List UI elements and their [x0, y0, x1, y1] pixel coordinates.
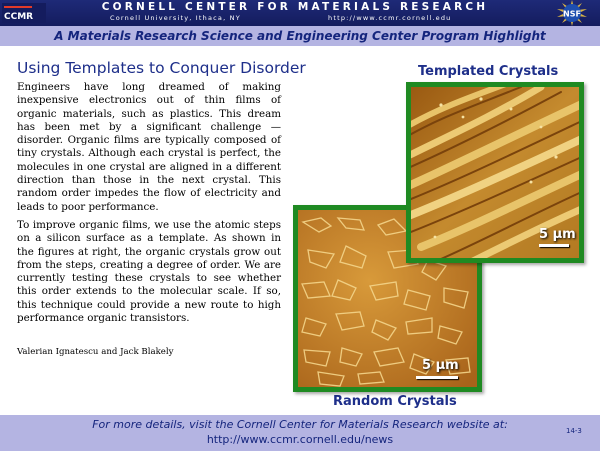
random-crystals-label: Random Crystals [333, 394, 457, 409]
nsf-logo-text: NSF [563, 9, 581, 19]
header-subtitle-url[interactable]: http://www.ccmr.cornell.edu [328, 14, 452, 22]
header-title: CORNELL CENTER FOR MATERIALS RESEARCH [101, 1, 489, 13]
article-paragraph-2: To improve organic films, we use the atomic steps on a silicon surface as a template. As shown in the figures at right, the organic crystals grow out from the steps, creating a degree of order. We are currently testing these crystals to see whether this order extends to the molecular scale. If so, this technique could provide a new route to high performance organic transistors. [17, 218, 281, 325]
footer-bar [0, 415, 600, 451]
templated-crystals-label: Templated Crystals [418, 64, 559, 79]
nsf-logo [552, 0, 592, 26]
page-title: Using Templates to Conquer Disorder [17, 59, 306, 77]
templated-scale-bar [539, 244, 569, 247]
header-bar [0, 0, 600, 26]
ccmr-logo-text: CCMR [4, 12, 34, 22]
templated-scale-label: 5 µm [539, 227, 576, 242]
random-scale-label: 5 µm [422, 358, 459, 373]
slide-number: 14-3 [566, 427, 582, 435]
footer-details-text: For more details, visit the Cornell Center for Materials Research website at: [92, 418, 508, 431]
ccmr-logo [2, 3, 46, 23]
article-paragraph-1: Engineers have long dreamed of making inexpensive electronics out of thin films of organic materials, such as plastics. This dream has been met by a significant challenge — disorder. Organic films are typically composed of tiny crystals. Although each crystal is perfect, the molecules in one crystal are aligned in a different direction than those in the next crystal. This random order impedes the flow of electricity and leads to poor performance. [17, 81, 281, 213]
program-banner [0, 26, 600, 46]
banner-text: A Materials Research Science and Engineering Center Program Highlight [54, 29, 546, 43]
footer-news-link[interactable]: http://www.ccmr.cornell.edu/news [206, 433, 394, 446]
author-credit: Valerian Ignatescu and Jack Blakely [17, 347, 174, 357]
random-scale-bar [416, 376, 458, 379]
templated-crystals-image [406, 82, 584, 263]
article-body [17, 81, 281, 330]
header-subtitle-university: Cornell University, Ithaca, NY [110, 14, 241, 22]
